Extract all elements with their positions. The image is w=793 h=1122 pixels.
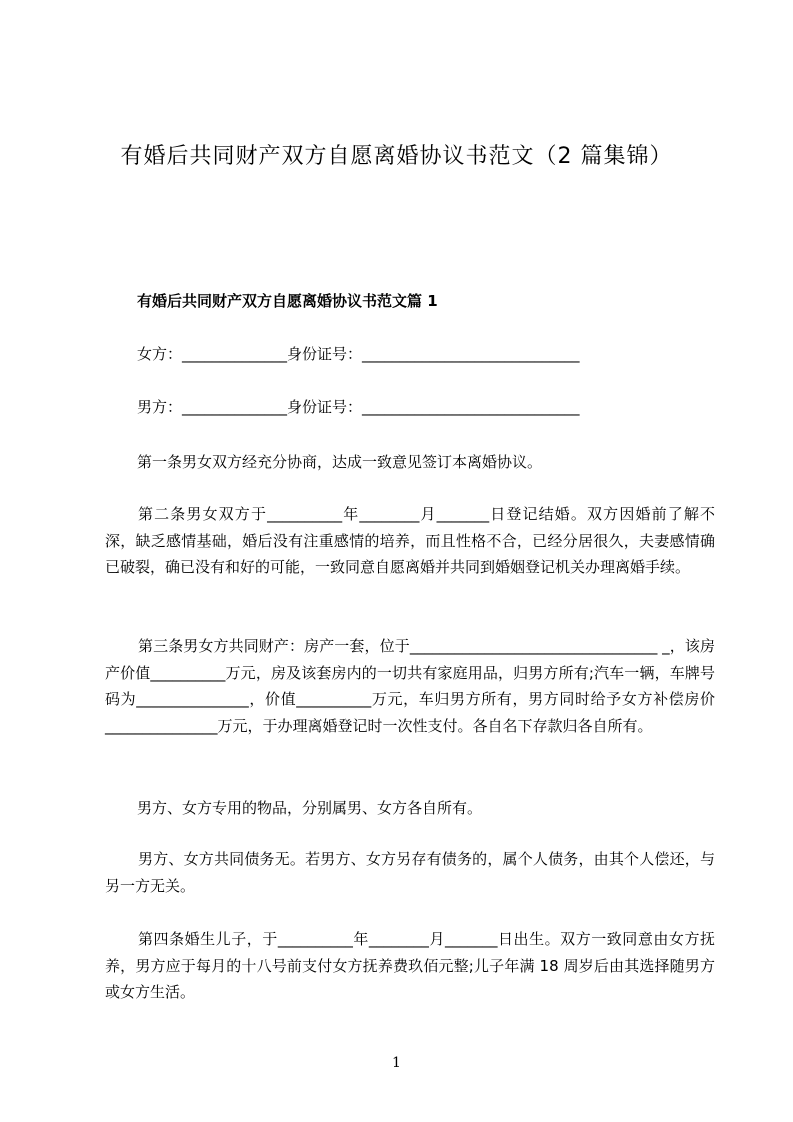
section-title: 有婚后共同财产双方自愿离婚协议书范文篇 1 [137,292,438,310]
document-title: 有婚后共同财产双方自愿离婚协议书范文（2 篇集锦） [120,144,673,169]
personal-items-clause: 男方、女方专用的物品，分别属男、女方各自所有。 [137,799,483,817]
article-4: 第四条婚生儿子，于__________年________月_______日出生。双方一致同意由女方抚养，男方应于每月的十八号前支付女方抚养费玖佰元整;儿子年满 18 周岁后由其选择随男方或女方生活。 [105,930,715,1001]
article-2: 第二条男女双方于__________年________月_______日登记结婚。双方因婚前了解不深，缺乏感情基础，婚后没有注重感情的培养，而且性格不合，已经分居很久，夫妻感情确已破裂，确已没有和好的可能，一致同意自愿离婚并共同到婚姻登记机关办理离婚手续。 [105,505,715,576]
article-1: 第一条男女双方经充分协商，达成一致意见签订本离婚协议。 [137,453,543,471]
female-party-line: 女方：______________身份证号：_____________________________ [137,345,580,363]
debts-clause: 男方、女方共同债务无。若男方、女方另存有债务的，属个人债务，由其个人偿还，与另一方无关。 [105,850,715,895]
male-party-line: 男方：______________身份证号：_____________________________ [137,398,580,416]
page-number: 1 [392,1055,401,1071]
article-3: 第三条男女方共同财产：房产一套，位于_________________________________ _，该房产价值__________万元，房及该套房内的一切共有家庭用品，归男方所有;汽车一辆，车牌号码为_______________，价值__________万元，车归男方所有，男方同时给予女方补偿房价_______________万元，于办理离婚登记时一次性支付。各自名下存款归各自所有。 [105,637,715,735]
